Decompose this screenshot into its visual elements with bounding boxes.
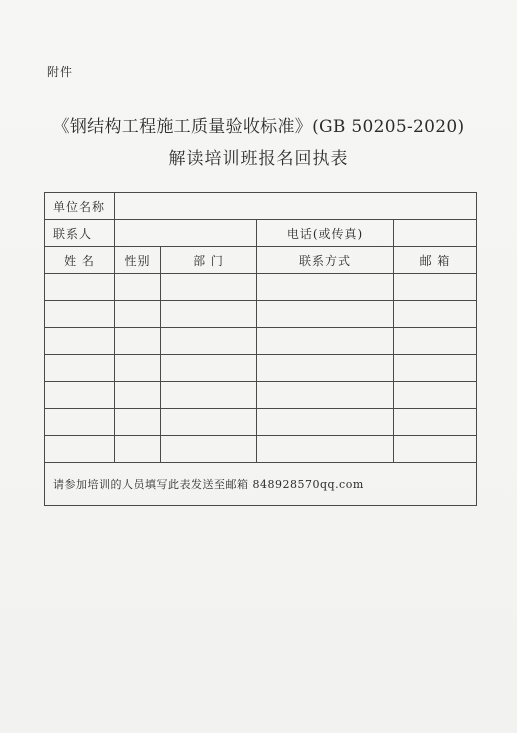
name-cell[interactable] bbox=[45, 382, 115, 409]
email-cell[interactable] bbox=[394, 436, 477, 463]
email-cell[interactable] bbox=[394, 382, 477, 409]
department-cell[interactable] bbox=[161, 436, 257, 463]
contact-method-cell[interactable] bbox=[257, 328, 394, 355]
column-header-department: 部 门 bbox=[161, 247, 257, 274]
note-row bbox=[45, 463, 477, 506]
email-cell[interactable] bbox=[394, 355, 477, 382]
column-header-gender: 性别 bbox=[115, 247, 161, 274]
name-cell[interactable] bbox=[45, 301, 115, 328]
attendee-row bbox=[45, 382, 477, 409]
name-cell[interactable] bbox=[45, 409, 115, 436]
name-cell[interactable] bbox=[45, 328, 115, 355]
unit-name-label: 单位名称 bbox=[45, 193, 115, 220]
gender-cell[interactable] bbox=[115, 328, 161, 355]
contact-method-cell[interactable] bbox=[257, 436, 394, 463]
document-subtitle: 解读培训班报名回执表 bbox=[168, 149, 349, 169]
contact-field[interactable] bbox=[115, 220, 257, 247]
contact-method-cell[interactable] bbox=[257, 301, 394, 328]
unit-name-row bbox=[45, 193, 477, 220]
gender-cell[interactable] bbox=[115, 355, 161, 382]
email-cell[interactable] bbox=[394, 409, 477, 436]
attendee-row bbox=[45, 355, 477, 382]
instruction-note: 请参加培训的人员填写此表发送至邮箱 848928570qq.com bbox=[45, 463, 477, 506]
column-header-email: 邮 箱 bbox=[394, 247, 477, 274]
attendee-row bbox=[45, 436, 477, 463]
department-cell[interactable] bbox=[161, 301, 257, 328]
column-header-name: 姓 名 bbox=[45, 247, 115, 274]
email-cell[interactable] bbox=[394, 301, 477, 328]
department-cell[interactable] bbox=[161, 355, 257, 382]
attendee-row bbox=[45, 409, 477, 436]
contact-method-cell[interactable] bbox=[257, 382, 394, 409]
column-header-contact-method: 联系方式 bbox=[257, 247, 394, 274]
unit-name-field[interactable] bbox=[115, 193, 477, 220]
contact-method-cell[interactable] bbox=[257, 274, 394, 301]
attendee-row bbox=[45, 301, 477, 328]
phone-label: 电话(或传真) bbox=[257, 220, 394, 247]
gender-cell[interactable] bbox=[115, 301, 161, 328]
document-title: 《钢结构工程施工质量验收标准》(GB 50205-2020) bbox=[52, 117, 465, 137]
attendee-rows bbox=[45, 274, 477, 463]
column-header-row bbox=[45, 247, 477, 274]
phone-field[interactable] bbox=[394, 220, 477, 247]
email-cell[interactable] bbox=[394, 328, 477, 355]
department-cell[interactable] bbox=[161, 328, 257, 355]
name-cell[interactable] bbox=[45, 274, 115, 301]
contact-method-cell[interactable] bbox=[257, 409, 394, 436]
attendee-row bbox=[45, 328, 477, 355]
gender-cell[interactable] bbox=[115, 274, 161, 301]
department-cell[interactable] bbox=[161, 274, 257, 301]
contact-label: 联系人 bbox=[45, 220, 115, 247]
attachment-label: 附件 bbox=[47, 65, 74, 79]
name-cell[interactable] bbox=[45, 355, 115, 382]
registration-form-table bbox=[44, 192, 477, 506]
gender-cell[interactable] bbox=[115, 382, 161, 409]
gender-cell[interactable] bbox=[115, 409, 161, 436]
contact-row bbox=[45, 220, 477, 247]
email-cell[interactable] bbox=[394, 274, 477, 301]
name-cell[interactable] bbox=[45, 436, 115, 463]
department-cell[interactable] bbox=[161, 409, 257, 436]
attendee-row bbox=[45, 274, 477, 301]
contact-method-cell[interactable] bbox=[257, 355, 394, 382]
gender-cell[interactable] bbox=[115, 436, 161, 463]
department-cell[interactable] bbox=[161, 382, 257, 409]
